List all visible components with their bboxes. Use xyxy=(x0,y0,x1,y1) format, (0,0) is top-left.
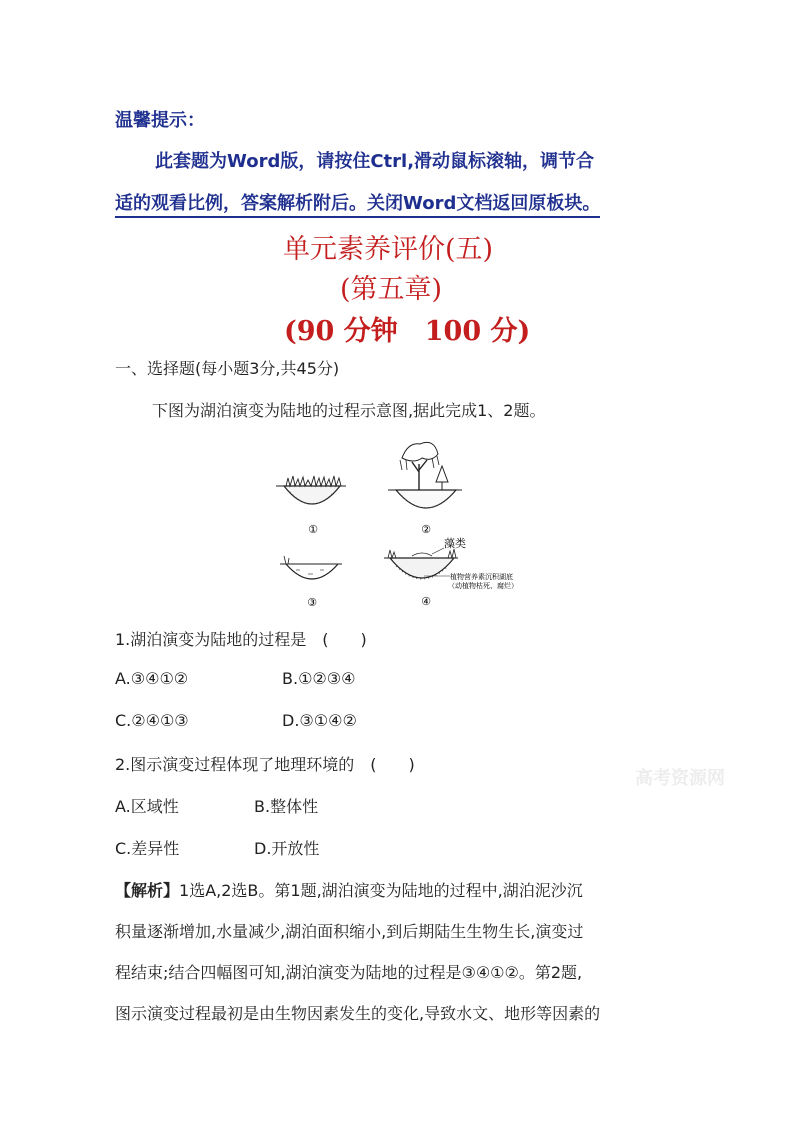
chapter-subtitle: (第五章) xyxy=(340,274,443,305)
panel-1-label: ① xyxy=(308,523,318,536)
lake-evolution-figure xyxy=(272,436,532,612)
section-heading: 一、选择题(每小题3分,共45分) xyxy=(115,359,340,378)
explanation-line-4: 图示演变过程最初是由生物因素发生的变化,导致水文、地形等因素的 xyxy=(115,1004,601,1023)
question-2-option-a: A.区域性 xyxy=(115,797,179,816)
sediment-label: 植物营养素沉积湖底 xyxy=(450,573,513,581)
question-2-stem: 2.图示演变过程体现了地理环境的 ( ) xyxy=(115,755,415,774)
explanation-text-1: 1选A,2选B。第1题,湖泊演变为陆地的过程中,湖泊泥沙沉 xyxy=(179,881,583,900)
panel-3-label: ③ xyxy=(307,596,317,609)
question-1-option-b: B.①②③④ xyxy=(282,669,356,688)
tip-line-1: 此套题为Word版，请按住Ctrl,滑动鼠标滚轴，调节合 xyxy=(155,151,595,172)
time-score: (90 分钟 100 分) xyxy=(284,316,531,347)
question-1-option-d: D.③①④② xyxy=(282,711,357,730)
question-1-option-c: C.②④①③ xyxy=(115,711,189,730)
panel-4-label: ④ xyxy=(421,595,431,608)
algae-label: 藻类 xyxy=(444,537,466,550)
tip-line-2: 适的观看比例，答案解析附后。关闭Word文档返回原板块。 xyxy=(115,189,600,218)
explanation-line-3: 程结束;结合四幅图可知,湖泊演变为陆地的过程是③④①②。第2题, xyxy=(115,963,583,982)
question-2-option-b: B.整体性 xyxy=(254,797,319,816)
page-title: 单元素养评价(五) xyxy=(283,234,494,265)
explanation-line-2: 积量逐渐增加,水量减少,湖泊面积缩小,到后期陆生生物生长,演变过 xyxy=(115,922,584,941)
panel-4 xyxy=(384,536,518,608)
section-intro: 下图为湖泊演变为陆地的过程示意图,据此完成1、2题。 xyxy=(152,401,546,420)
explanation-line-1 xyxy=(115,870,685,911)
panel-3 xyxy=(280,556,342,609)
question-2-option-d: D.开放性 xyxy=(254,839,320,858)
panel-1 xyxy=(276,476,346,536)
tip-title: 温馨提示： xyxy=(115,110,205,131)
question-2-option-c: C.差异性 xyxy=(115,839,180,858)
question-1-stem: 1.湖泊演变为陆地的过程是 ( ) xyxy=(115,630,367,649)
panel-2-label: ② xyxy=(421,523,431,536)
explanation xyxy=(115,870,685,1034)
sediment-sub-label: （动植物枯死、腐烂） xyxy=(448,582,518,590)
explanation-label: 【解析】 xyxy=(115,881,180,900)
question-1-option-a: A.③④①② xyxy=(115,669,189,688)
panel-2 xyxy=(388,442,462,536)
watermark: 高考资源网 xyxy=(635,768,725,789)
